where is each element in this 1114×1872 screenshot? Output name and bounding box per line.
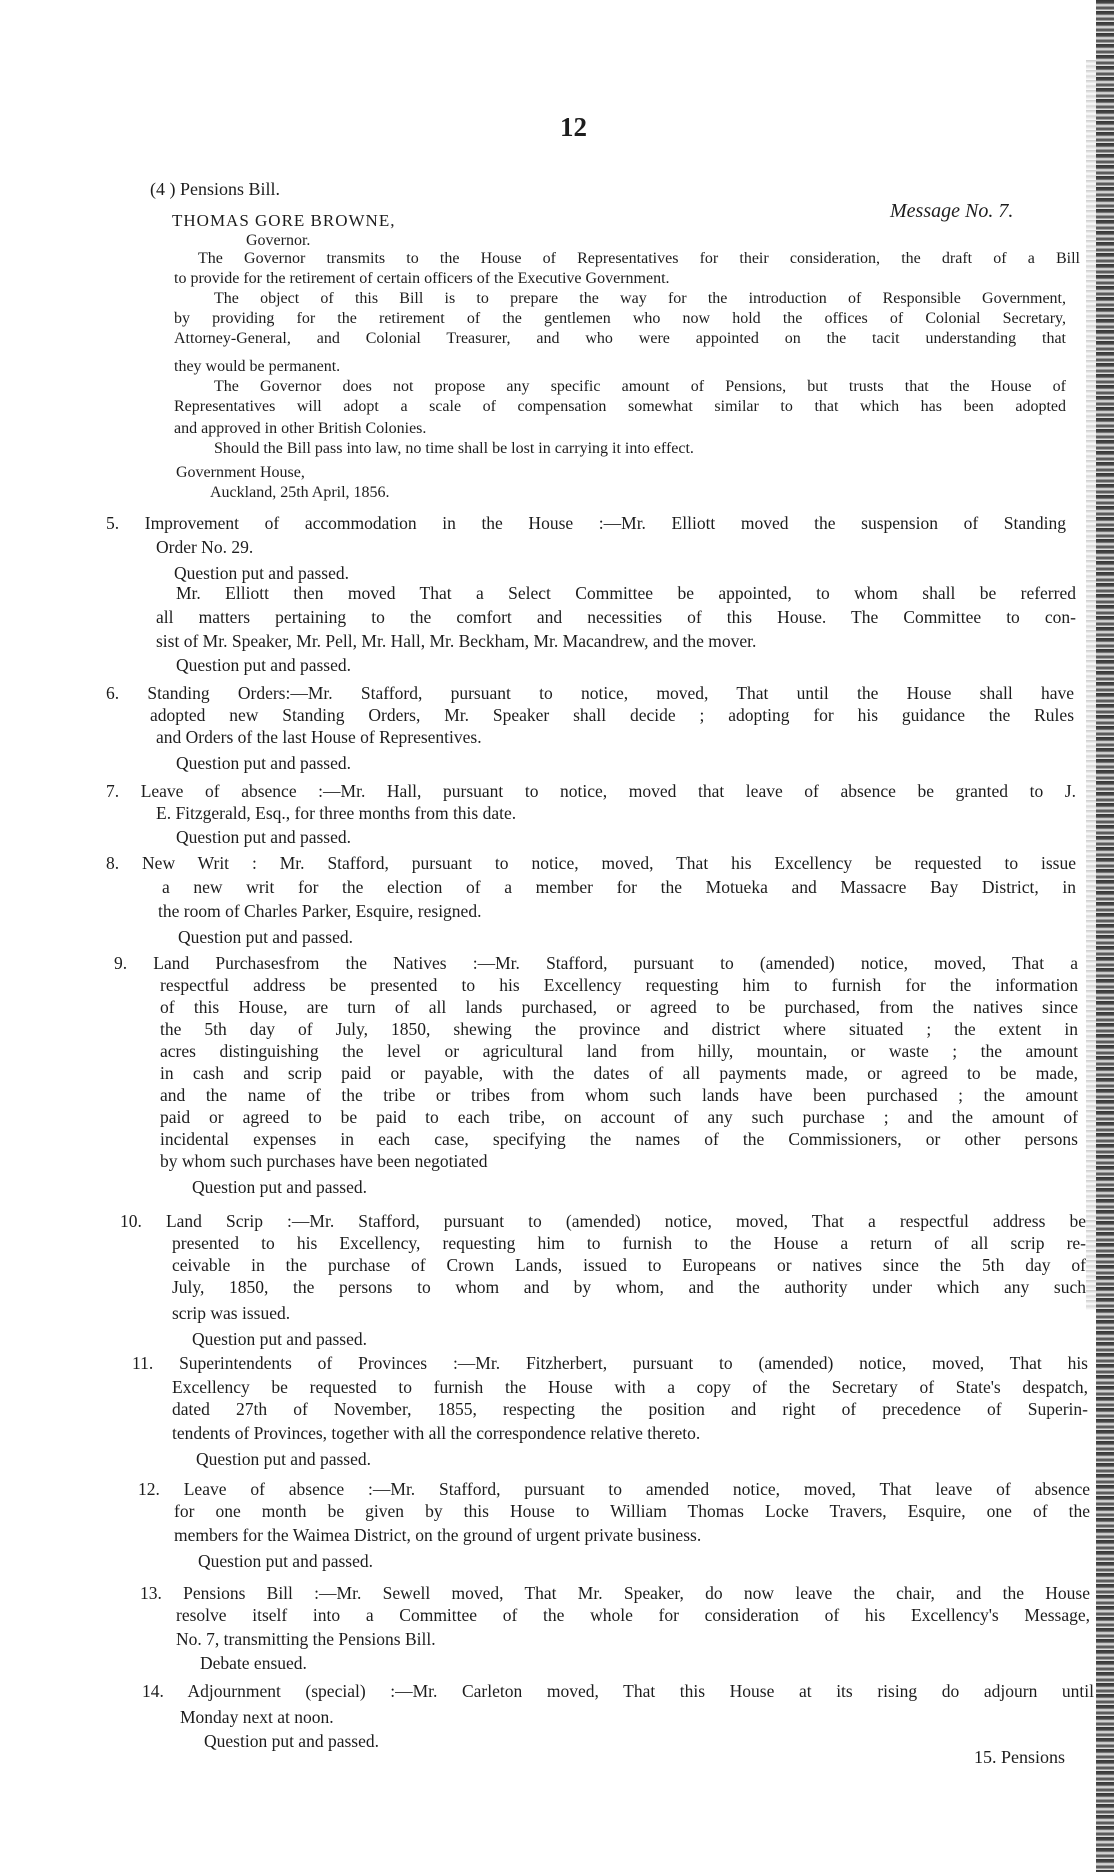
item-10-line: ceivable in the purchase of Crown Lands, issued to Europeans or natives since the 5th day of	[172, 1255, 1086, 1275]
item-11-line: tendents of Provinces, together with all the correspondence relative thereto.	[172, 1423, 701, 1443]
message-line: The object of this Bill is to prepare the way for the introduction of Responsible Government,	[214, 290, 1066, 307]
item-8-line: a new writ for the election of a member for the Motueka and Massacre Bay District, in	[162, 877, 1076, 897]
item-9-line: of this House, are turn of all lands purchased, or agreed to be purchased, from the natives since	[160, 997, 1078, 1017]
item-8-line: 8. New Writ : Mr. Stafford, pursuant to notice, moved, That his Excellency be requested to issue	[106, 853, 1076, 873]
item-9-line: in cash and scrip paid or payable, with the dates of all payments made, or agreed to be made,	[160, 1063, 1078, 1083]
item-9-line: Question put and passed.	[192, 1177, 367, 1197]
item-5-line: Question put and passed.	[176, 655, 351, 675]
item-13-line: Debate ensued.	[200, 1653, 307, 1673]
message-number: Message No. 7.	[890, 200, 1014, 222]
item-12-line: for one month be given by this House to William Thomas Locke Travers, Esquire, one of the	[174, 1501, 1090, 1521]
message-line: Should the Bill pass into law, no time shall be lost in carrying it into effect.	[214, 440, 694, 457]
item-13-line: No. 7, transmitting the Pensions Bill.	[176, 1629, 436, 1649]
message-line: The Governor does not propose any specific amount of Pensions, but trusts that the House of	[214, 378, 1066, 395]
item-11-line: Excellency be requested to furnish the House with a copy of the Secretary of State's despatch,	[172, 1377, 1088, 1397]
item-7-line: 7. Leave of absence :—Mr. Hall, pursuant to notice, moved that leave of absence be granted to J.	[106, 781, 1076, 801]
item-11-line: dated 27th of November, 1855, respecting the position and right of precedence of Superin-	[172, 1399, 1088, 1419]
item-14-line: 14. Adjournment (special) :—Mr. Carleton moved, That this House at its rising do adjourn until	[142, 1681, 1094, 1701]
item-5-line: all matters pertaining to the comfort and necessities of this House. The Committee to con-	[156, 607, 1076, 627]
item-14-line: Monday next at noon.	[180, 1707, 334, 1727]
item-5-line: Order No. 29.	[156, 537, 254, 557]
scan-edge-noise	[1086, 60, 1096, 1310]
signatory-role: Governor.	[246, 232, 311, 249]
item-9-line: the 5th day of July, 1850, shewing the province and district where situated ; the extent in	[160, 1019, 1078, 1039]
message-line: Representatives will adopt a scale of compensation somewhat similar to that which has been adopted	[174, 398, 1066, 415]
message-line: and approved in other British Colonies.	[174, 420, 427, 437]
item-9-line: incidental expenses in each case, specifying the names of the Commissioners, or other persons	[160, 1129, 1078, 1149]
item-7-line: E. Fitzgerald, Esq., for three months from this date.	[156, 803, 517, 823]
item-5-line: sist of Mr. Speaker, Mr. Pell, Mr. Hall, Mr. Beckham, Mr. Macandrew, and the mover.	[156, 631, 757, 651]
item-13-line: resolve itself into a Committee of the whole for consideration of his Excellency's Message,	[176, 1605, 1090, 1625]
item-12-line: Question put and passed.	[198, 1551, 373, 1571]
item-9-line: and the name of the tribe or tribes from whom such lands have been purchased ; the amount	[160, 1085, 1078, 1105]
item-5-line: Mr. Elliott then moved That a Select Committee be appointed, to whom shall be referred	[176, 583, 1076, 603]
item-12-line: members for the Waimea District, on the ground of urgent private business.	[174, 1525, 702, 1545]
signatory: THOMAS GORE BROWNE,	[172, 211, 396, 230]
item-10-line: July, 1850, the persons to whom and by whom, and the authority under which any such	[172, 1277, 1086, 1297]
item-10-line: presented to his Excellency, requesting him to furnish to the House a return of all scrip re-	[172, 1233, 1086, 1253]
item-10-line: Question put and passed.	[192, 1329, 367, 1349]
page-number: 12	[560, 112, 587, 142]
item-6-line: Question put and passed.	[176, 753, 351, 773]
section-heading: (4 ) Pensions Bill.	[150, 179, 281, 199]
item-8-line: the room of Charles Parker, Esquire, resigned.	[158, 901, 482, 921]
item-13-line: 13. Pensions Bill :—Mr. Sewell moved, That Mr. Speaker, do now leave the chair, and the House	[140, 1583, 1090, 1603]
item-10-line: 10. Land Scrip :—Mr. Stafford, pursuant to (amended) notice, moved, That a respectful address be	[120, 1211, 1086, 1231]
item-11-line: Question put and passed.	[196, 1449, 371, 1469]
item-9-line: respectful address be presented to his Excellency requesting him to furnish for the information	[160, 975, 1078, 995]
item-6-line: adopted new Standing Orders, Mr. Speaker shall decide ; adopting for his guidance the Rules	[150, 705, 1074, 725]
item-9-line: by whom such purchases have been negotiated	[160, 1151, 488, 1171]
message-line: they would be permanent.	[174, 358, 341, 375]
item-12-line: 12. Leave of absence :—Mr. Stafford, pursuant to amended notice, moved, That leave of absence	[138, 1479, 1090, 1499]
message-place: Government House,	[176, 464, 305, 481]
item-9-line: acres distinguishing the level or agricultural land from hilly, mountain, or waste ; the amount	[160, 1041, 1078, 1061]
item-8-line: Question put and passed.	[178, 927, 353, 947]
scan-edge-shadow	[1096, 0, 1114, 1872]
message-line: Attorney-General, and Colonial Treasurer, and who were appointed on the tacit understanding that	[174, 330, 1066, 347]
item-11-line: 11. Superintendents of Provinces :—Mr. Fitzherbert, pursuant to (amended) notice, moved, That his	[132, 1353, 1088, 1373]
item-14-line: Question put and passed.	[204, 1731, 379, 1751]
message-line: by providing for the retirement of the gentlemen who now hold the offices of Colonial Secretary,	[174, 310, 1066, 327]
message-line: to provide for the retirement of certain officers of the Executive Government.	[174, 270, 670, 287]
item-6-line: 6. Standing Orders:—Mr. Stafford, pursuant to notice, moved, That until the House shall have	[106, 683, 1074, 703]
message-date: Auckland, 25th April, 1856.	[210, 484, 390, 501]
item-5-line: Question put and passed.	[174, 563, 349, 583]
item-7-line: Question put and passed.	[176, 827, 351, 847]
item-9-line: 9. Land Purchasesfrom the Natives :—Mr. Stafford, pursuant to (amended) notice, moved, That a	[114, 953, 1078, 973]
item-6-line: and Orders of the last House of Representives.	[156, 727, 482, 747]
item-9-line: paid or agreed to be paid to each tribe, on account of any such purchase ; and the amount of	[160, 1107, 1078, 1127]
item-10-line: scrip was issued.	[172, 1303, 291, 1323]
message-line: The Governor transmits to the House of Representatives for their consideration, the draft of a Bill	[198, 250, 1080, 267]
item-5-line: 5. Improvement of accommodation in the House :—Mr. Elliott moved the suspension of Standing	[106, 513, 1066, 533]
catchword: 15. Pensions	[974, 1747, 1066, 1767]
